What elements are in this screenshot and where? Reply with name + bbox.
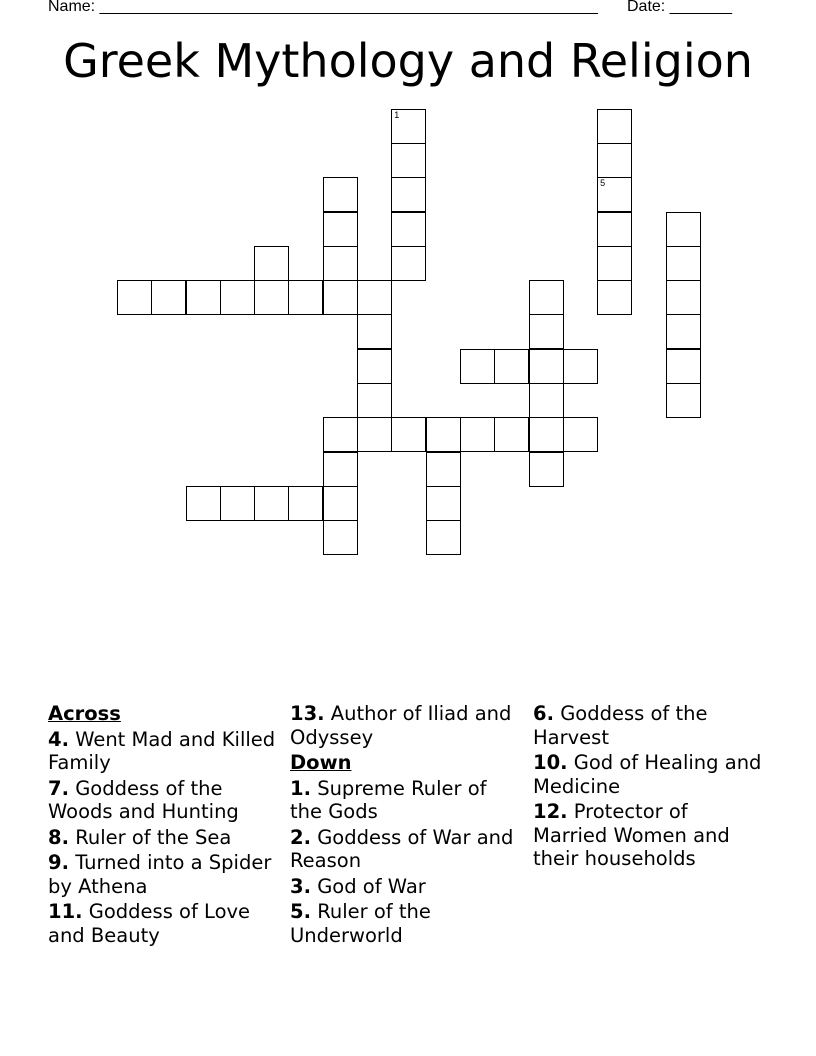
grid-cell[interactable] bbox=[357, 280, 392, 315]
clue-number: 3. bbox=[290, 874, 311, 898]
clues-column-3 bbox=[533, 702, 765, 873]
grid-cell[interactable] bbox=[597, 246, 632, 281]
grid-cell[interactable] bbox=[220, 486, 255, 521]
clue-number: 9. bbox=[48, 851, 69, 874]
grid-cell[interactable] bbox=[426, 486, 461, 521]
grid-cell[interactable] bbox=[563, 349, 598, 384]
clue-number: 2. bbox=[290, 825, 311, 849]
clue-number: 13. bbox=[290, 702, 325, 725]
grid-cell[interactable] bbox=[597, 212, 632, 247]
grid-cell[interactable] bbox=[597, 143, 632, 178]
clue-text: Protector of Married Women and their households bbox=[533, 800, 730, 870]
grid-cell[interactable] bbox=[666, 314, 701, 349]
grid-cell[interactable] bbox=[357, 314, 392, 349]
grid-cell[interactable] bbox=[529, 280, 564, 315]
clue-number-label: 1 bbox=[394, 109, 400, 120]
clue-across-13 bbox=[290, 702, 522, 749]
grid-cell[interactable] bbox=[460, 417, 495, 452]
grid-cell[interactable] bbox=[529, 417, 564, 452]
grid-cell[interactable] bbox=[391, 143, 426, 178]
grid-cell[interactable] bbox=[254, 486, 289, 521]
grid-cell[interactable] bbox=[323, 246, 358, 281]
grid-cell[interactable] bbox=[220, 280, 255, 315]
grid-cell[interactable] bbox=[391, 212, 426, 247]
date-field-line: Date: _______ bbox=[627, 0, 732, 15]
grid-cell[interactable] bbox=[529, 314, 564, 349]
clue-text: Turned into a Spider by Athena bbox=[48, 851, 272, 898]
clue-text: God of War bbox=[317, 874, 426, 898]
clue-across-9 bbox=[48, 851, 280, 898]
grid-cell[interactable] bbox=[357, 349, 392, 384]
grid-cell[interactable] bbox=[117, 280, 152, 315]
clue-text: Ruler of the Underworld bbox=[290, 900, 431, 947]
clues-column-1 bbox=[48, 702, 280, 949]
grid-cell[interactable] bbox=[666, 280, 701, 315]
clue-number: 11. bbox=[48, 900, 83, 923]
down-heading: Down bbox=[290, 751, 352, 774]
clue-across-8 bbox=[48, 826, 280, 850]
clue-across-11 bbox=[48, 900, 280, 947]
clue-number: 7. bbox=[48, 776, 69, 800]
grid-cell[interactable] bbox=[254, 246, 289, 281]
grid-cell[interactable] bbox=[597, 177, 632, 212]
clue-text: Goddess of Love and Beauty bbox=[48, 900, 251, 947]
grid-cell[interactable] bbox=[666, 349, 701, 384]
clue-number: 6. bbox=[533, 702, 554, 725]
clue-number: 10. bbox=[533, 751, 568, 774]
clue-text: Goddess of the Woods and Hunting bbox=[48, 776, 239, 823]
grid-cell[interactable] bbox=[323, 452, 358, 487]
clue-text: Author of Iliad and Odyssey bbox=[290, 702, 512, 749]
grid-cell[interactable] bbox=[666, 246, 701, 281]
clues-column-2 bbox=[290, 702, 522, 949]
grid-cell[interactable] bbox=[323, 486, 358, 521]
clue-down-1 bbox=[290, 777, 522, 824]
clue-number: 4. bbox=[48, 727, 69, 751]
grid-cell[interactable] bbox=[323, 417, 358, 452]
grid-cell[interactable] bbox=[186, 486, 221, 521]
grid-cell[interactable] bbox=[460, 349, 495, 384]
grid-cell[interactable] bbox=[288, 486, 323, 521]
clue-down-6 bbox=[533, 702, 765, 749]
grid-cell[interactable] bbox=[323, 520, 358, 555]
grid-cell[interactable] bbox=[529, 349, 564, 384]
clue-number: 12. bbox=[533, 800, 568, 823]
grid-cell[interactable] bbox=[357, 383, 392, 418]
grid-cell[interactable] bbox=[666, 383, 701, 418]
clue-text: Supreme Ruler of the Gods bbox=[290, 776, 487, 823]
grid-cell[interactable] bbox=[391, 109, 426, 144]
grid-cell[interactable] bbox=[391, 417, 426, 452]
grid-cell[interactable] bbox=[186, 280, 221, 315]
page-title: Greek Mythology and Religion bbox=[63, 34, 753, 88]
clue-number: 1. bbox=[290, 776, 311, 800]
clue-text: Goddess of War and Reason bbox=[290, 825, 514, 872]
clue-down-3 bbox=[290, 875, 522, 899]
grid-cell[interactable] bbox=[323, 177, 358, 212]
clue-across-4 bbox=[48, 728, 280, 775]
clue-text: Went Mad and Killed Family bbox=[48, 727, 276, 774]
grid-cell[interactable] bbox=[426, 452, 461, 487]
grid-cell[interactable] bbox=[391, 246, 426, 281]
grid-cell[interactable] bbox=[151, 280, 186, 315]
across-heading: Across bbox=[48, 702, 121, 725]
clue-across-7 bbox=[48, 777, 280, 824]
clue-text: Goddess of the Harvest bbox=[533, 702, 708, 749]
grid-cell[interactable] bbox=[323, 212, 358, 247]
grid-cell[interactable] bbox=[426, 520, 461, 555]
grid-cell[interactable] bbox=[494, 417, 529, 452]
clue-down-2 bbox=[290, 826, 522, 873]
grid-cell[interactable] bbox=[666, 212, 701, 247]
clue-number-label: 5 bbox=[600, 178, 606, 189]
grid-cell[interactable] bbox=[529, 383, 564, 418]
grid-cell[interactable] bbox=[597, 109, 632, 144]
clue-number: 8. bbox=[48, 825, 69, 849]
name-field-line: Name: ________________________________________________________ bbox=[48, 0, 598, 15]
grid-cell[interactable] bbox=[254, 280, 289, 315]
grid-cell[interactable] bbox=[494, 349, 529, 384]
grid-cell[interactable] bbox=[529, 452, 564, 487]
clue-text: Ruler of the Sea bbox=[75, 825, 232, 849]
clue-down-10 bbox=[533, 751, 765, 798]
clue-number: 5. bbox=[290, 900, 311, 923]
grid-cell[interactable] bbox=[391, 177, 426, 212]
clue-text: God of Healing and Medicine bbox=[533, 751, 762, 798]
grid-cell[interactable] bbox=[426, 417, 461, 452]
clue-down-5 bbox=[290, 900, 522, 947]
clue-down-12 bbox=[533, 800, 765, 871]
grid-cell[interactable] bbox=[288, 280, 323, 315]
grid-cell[interactable] bbox=[563, 417, 598, 452]
grid-cell[interactable] bbox=[323, 280, 358, 315]
grid-cell[interactable] bbox=[357, 417, 392, 452]
grid-cell[interactable] bbox=[597, 280, 632, 315]
